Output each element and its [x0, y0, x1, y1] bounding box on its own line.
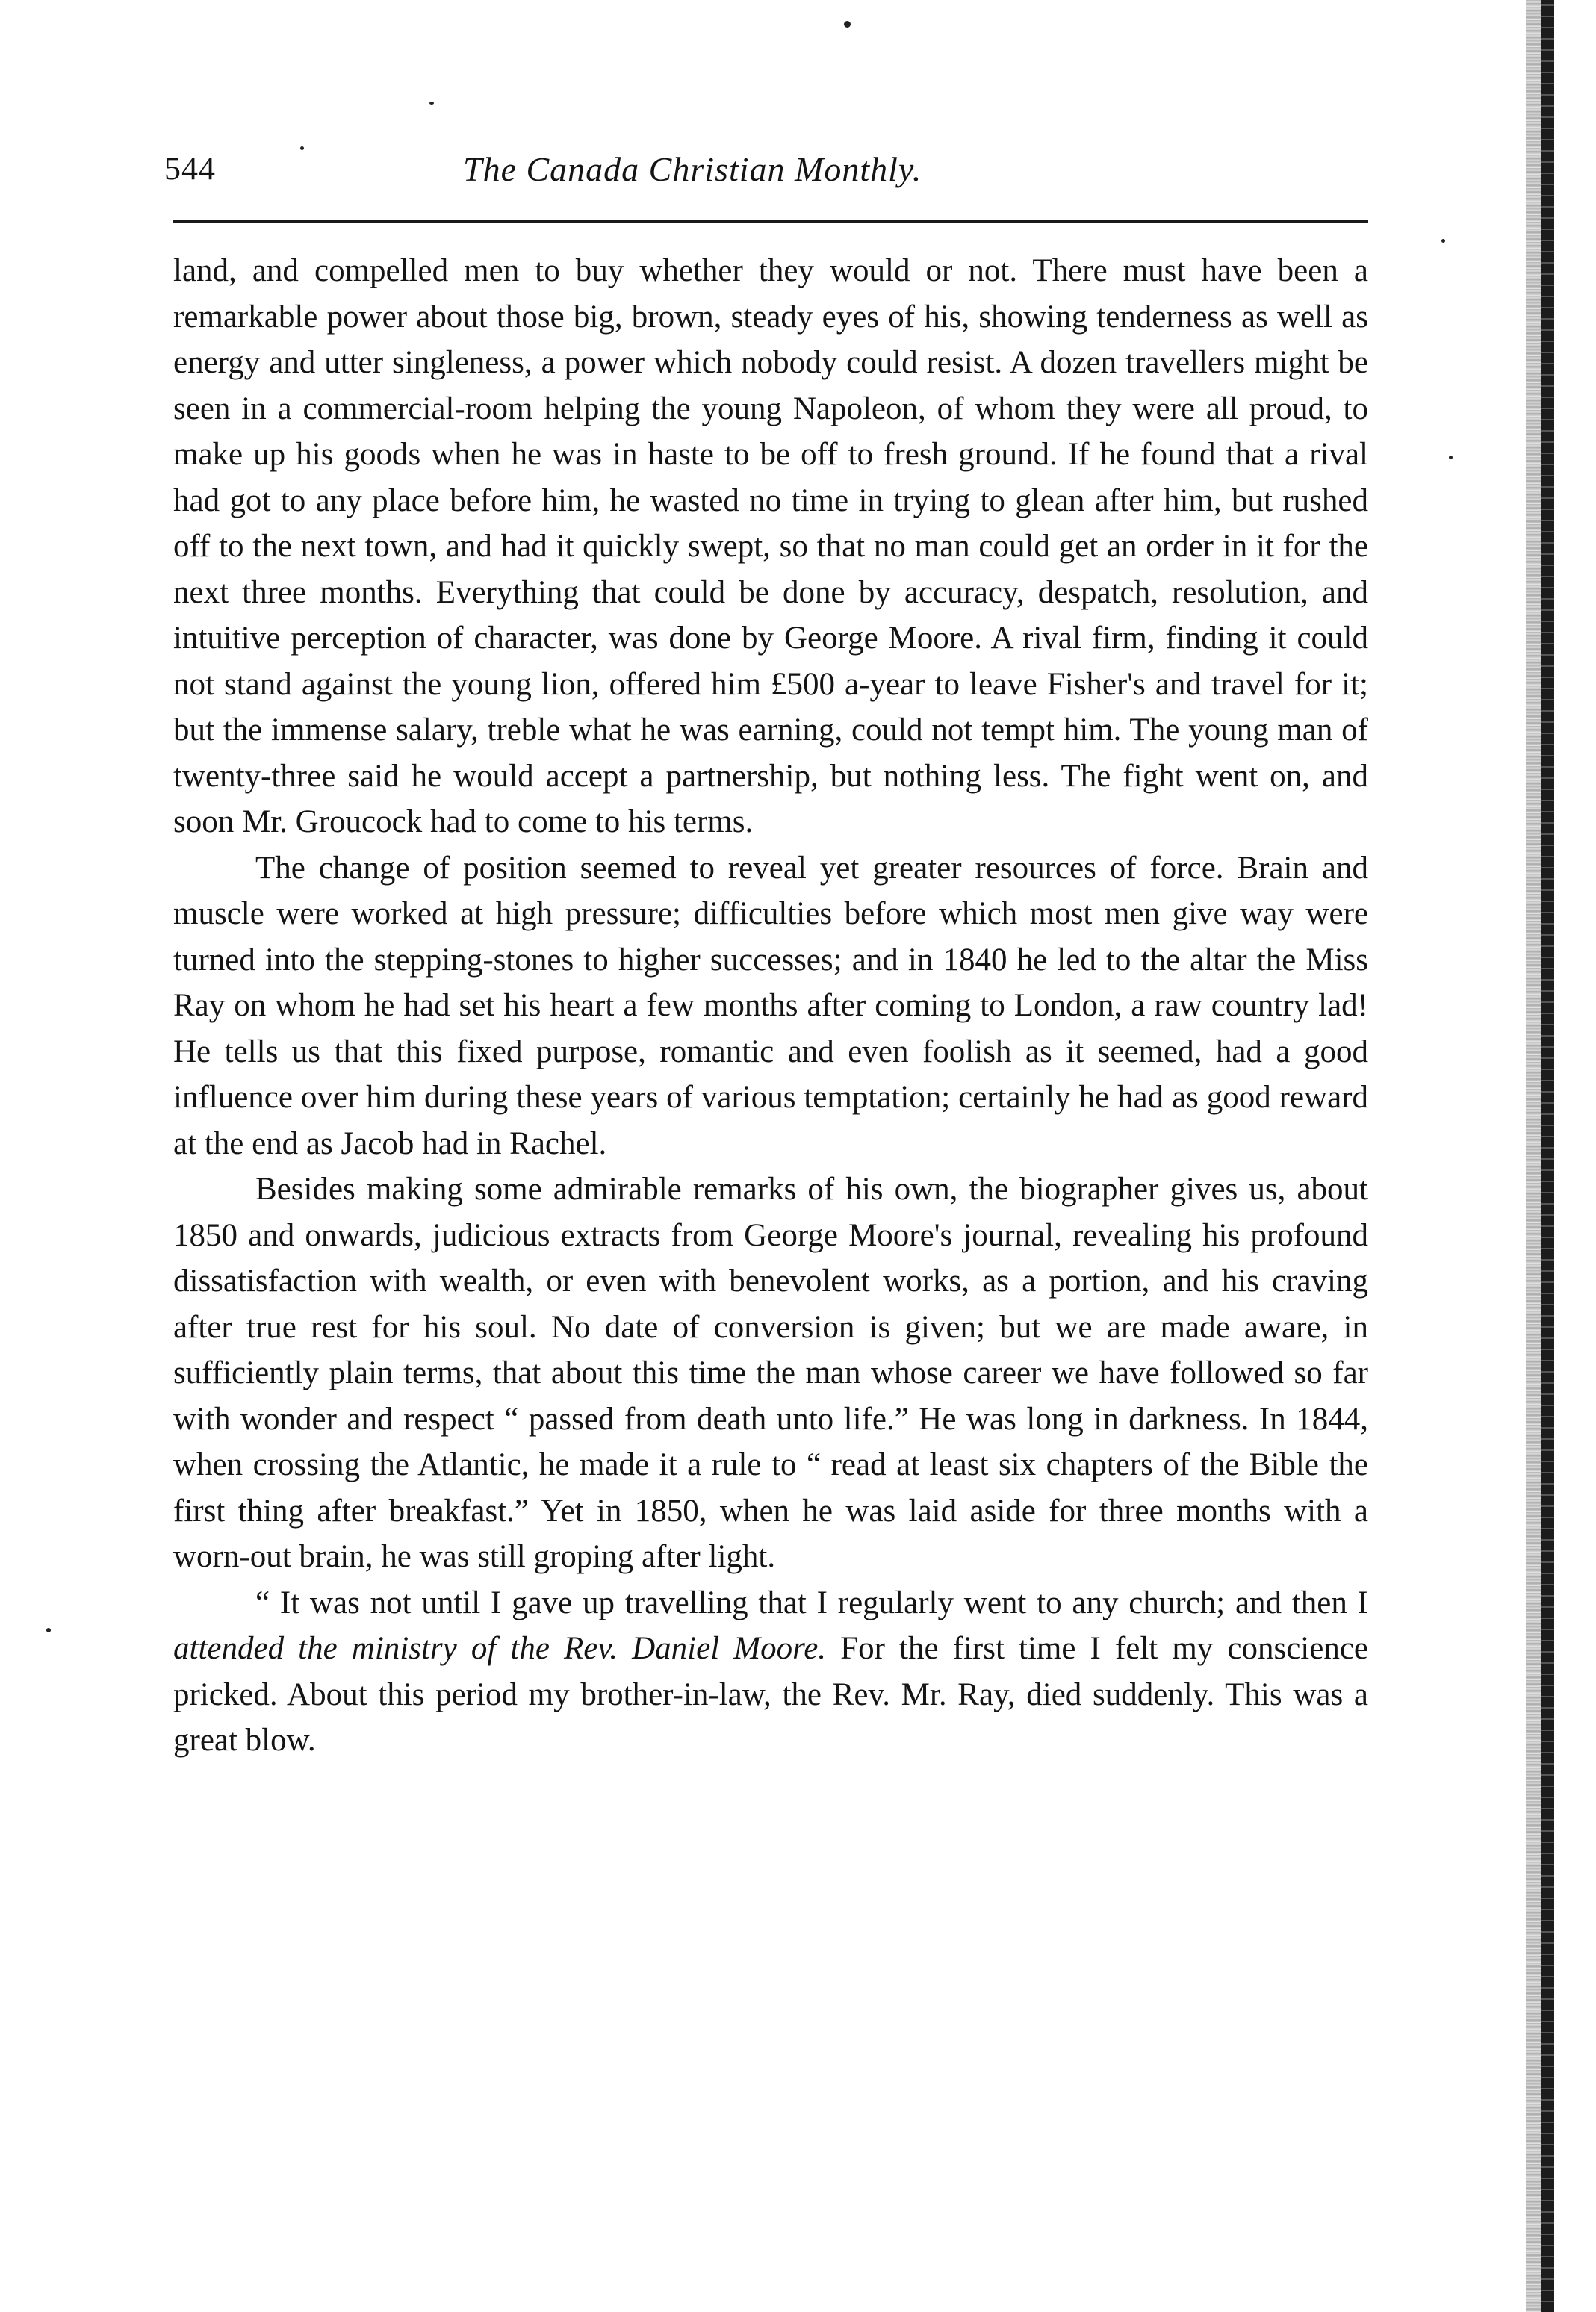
quote-paragraph — [173, 1580, 1368, 1764]
page-header — [157, 149, 1397, 202]
quote-italic: attended the ministry of the Rev. Daniel Moore. — [173, 1631, 827, 1666]
ink-speck — [46, 1628, 51, 1632]
ink-speck — [1441, 239, 1445, 243]
header-rule — [173, 220, 1368, 223]
quote-lead: “ It was not until I gave up travelling that I regularly went to any church; and then I — [255, 1585, 1368, 1620]
paragraph-continued: land, and compelled men to buy whether they would or not. There must have been a remarkable power about those big, brown, steady eyes of his, showing tenderness as well as energy and utter singleness, a power which nobody could resist. A dozen travellers might be seen in a commercial-room helping the young Napoleon, of whom they were all proud, to make up his goods when he was in haste to be off to fresh ground. If he found that a rival had got to any place before him, he wasted no time in trying to glean after him, but rushed off to the next town, and had it quickly swept, so that no man could get an order in it for the next three months. Everything that could be done by accuracy, despatch, resolution, and intuitive perception of character, was done by George Moore. A rival firm, finding it could not stand against the young lion, offered him £500 a-year to leave Fisher's and travel for it; but the immense salary, treble what he was earning, could not tempt him. The young man of twenty-three said he would accept a partnership, but nothing less. The fight went on, and soon Mr. Groucock had to come to his terms. — [173, 253, 1368, 839]
ink-speck — [429, 102, 434, 105]
binding-edge-shadow — [1526, 0, 1541, 2312]
page-number: 544 — [164, 150, 216, 187]
paragraph-biographer: Besides making some admirable remarks of his own, the biographer gives us, about 1850 and onwards, judicious extracts from George Moore's journal, revealing his profound dissatisfaction with wealth, or even with benevolent works, as a portion, and his craving after true rest for his soul. No date of conversion is given; but we are made aware, in sufficiently plain terms, that about this time the man whose career we have followed so far with wonder and respect “ passed from death unto life.” He was long in darkness. In 1844, when crossing the Atlantic, he made it a rule to “ read at least six chapters of the Bible the first thing after breakfast.” Yet in 1850, when he was laid aside for three months with a worn-out brain, he was still groping after light. — [173, 1172, 1368, 1574]
ink-speck — [1449, 456, 1453, 459]
quote-tail: For the first time I felt my conscience pricked. About this period my brother-in-law, the Rev. Mr. Ray, died suddenly. This was a great blow. — [173, 1631, 1369, 1758]
article-body — [173, 248, 1368, 1764]
ink-speck — [844, 21, 851, 28]
paragraph-change-of-position: The change of position seemed to reveal yet greater resources of force. Brain and muscle were worked at high pressure; difficulties before which most men give way were turned into the stepping-stones to higher successes; and in 1840 he led to the altar the Miss Ray on whom he had set his heart a few months after coming to London, a raw country lad! He tells us that this fixed purpose, romantic and even foolish as it seemed, had a good influence over him during these years of various temptation; certainly he had as good reward at the end as Jacob had in Rachel. — [173, 850, 1368, 1161]
running-title: The Canada Christian Monthly. — [463, 150, 922, 188]
binding-edge — [1541, 0, 1554, 2312]
ink-speck — [300, 146, 304, 150]
